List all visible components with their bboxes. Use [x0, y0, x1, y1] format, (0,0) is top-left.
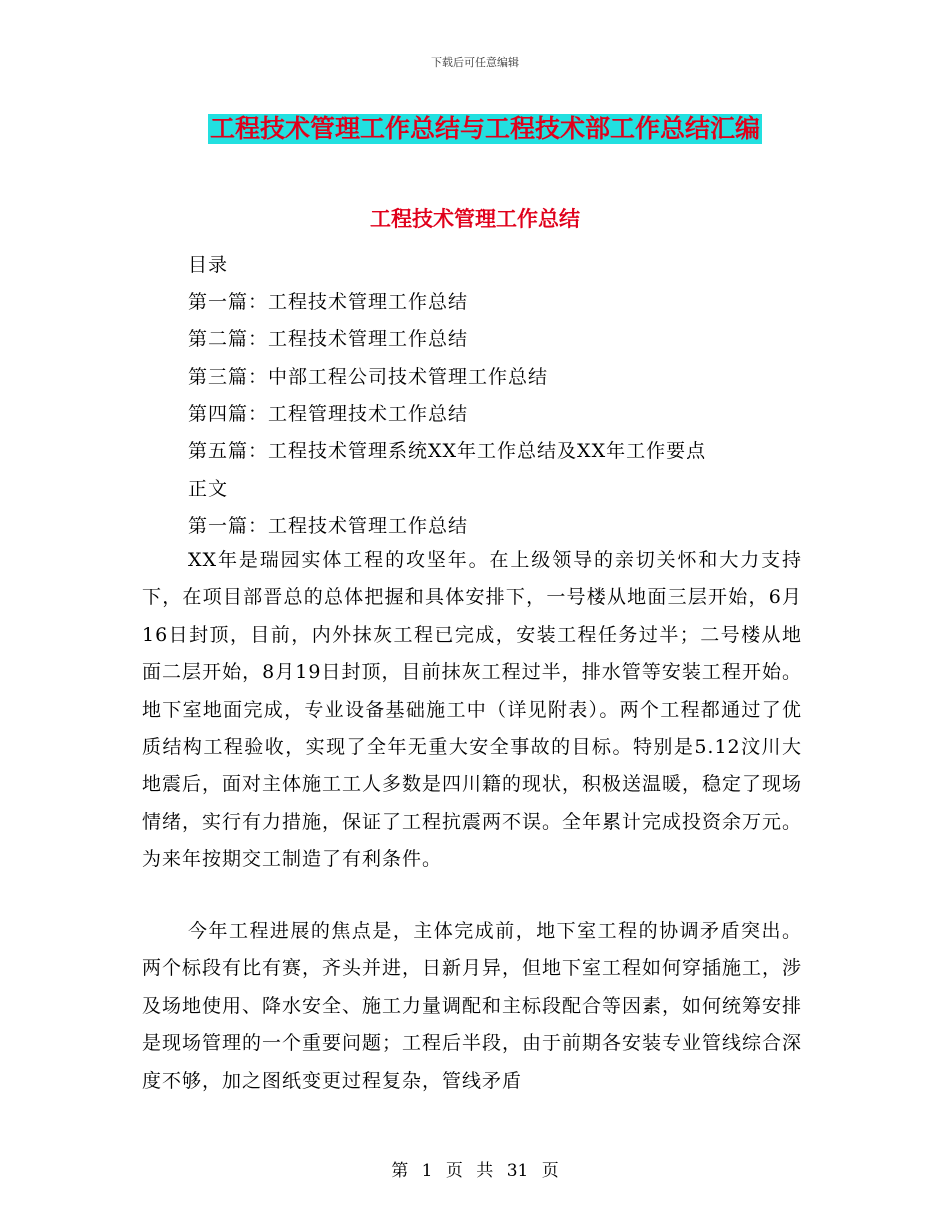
page-number-footer: 第 1 页 共 31 页: [391, 1161, 559, 1181]
toc-item: 第一篇：工程技术管理工作总结: [188, 291, 469, 313]
section-title: 第一篇：工程技术管理工作总结: [188, 515, 469, 537]
toc-item: 第五篇：工程技术管理系统XX年工作总结及XX年工作要点: [188, 440, 707, 462]
toc-item: 第三篇：中部工程公司技术管理工作总结: [188, 366, 549, 388]
document-main-title: 工程技术管理工作总结与工程技术部工作总结汇编: [210, 114, 761, 143]
body-paragraph: XX年是瑞园实体工程的攻坚年。在上级领导的亲切关怀和大力支持下，在项目部晋总的总体把握和具体安排下，一号楼从地面三层开始，6月16日封顶，目前，内外抹灰工程已完成，安装工程任务过半；二号楼从地面二层开始，8月19日封顶，目前抹灰工程过半，排水管等安装工程开始。地下室地面完成，专业设备基础施工中（详见附表）。两个工程都通过了优质结构工程验收，实现了全年无重大安全事故的目标。特别是5.12汶川大地震后，面对主体施工工人多数是四川籍的现状，积极送温暖，稳定了现场情绪，实行有力措施，保证了工程抗震两不误。全年累计完成投资余万元。为来年按期交工制造了有利条件。: [142, 549, 803, 871]
toc-item: 第二篇：工程技术管理工作总结: [188, 328, 469, 350]
toc-heading: 目录: [188, 254, 229, 276]
body-heading: 正文: [188, 478, 229, 500]
toc-item: 第四篇：工程管理技术工作总结: [188, 403, 469, 425]
section-sub-title: 工程技术管理工作总结: [370, 207, 580, 231]
body-paragraph: 今年工程进展的焦点是，主体完成前，地下室工程的协调矛盾突出。两个标段有比有赛，齐头并进，日新月异，但地下室工程如何穿插施工，涉及场地使用、降水安全、施工力量调配和主标段配合等因素，如何统筹安排是现场管理的一个重要问题；工程后半段，由于前期各安装专业管线综合深度不够，加之图纸变更过程复杂，管线矛盾: [142, 920, 803, 1092]
header-note: 下载后可任意编辑: [431, 56, 519, 69]
